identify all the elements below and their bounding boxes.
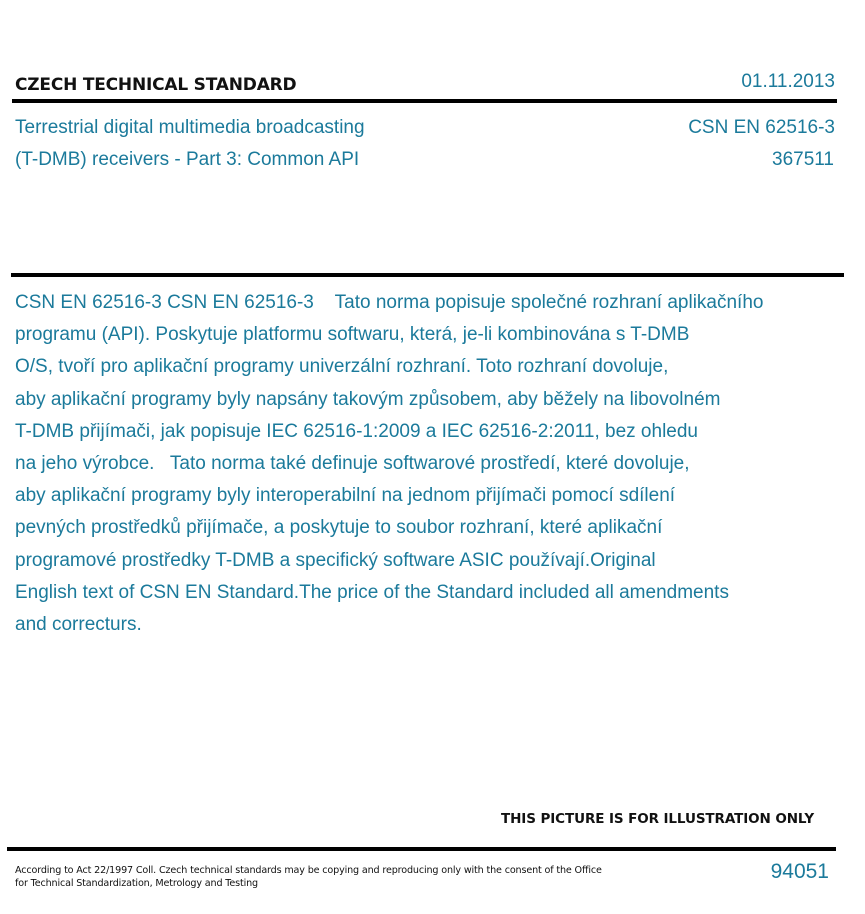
- description-line: English text of CSN EN Standard.The price of the Standard included all amendments: [15, 581, 729, 603]
- footer-number: 94051: [770, 860, 829, 883]
- legal-notice-line-2: for Technical Standardization, Metrology and Testing: [15, 878, 258, 889]
- description-line: O/S, tvoří pro aplikační programy univerzální rozhraní. Toto rozhraní dovoluje,: [15, 356, 669, 378]
- description-line: CSN EN 62516-3 CSN EN 62516-3 Tato norma popisuje společné rozhraní aplikačního: [15, 292, 764, 313]
- document-title-line-2: (T-DMB) receivers - Part 3: Common API: [15, 149, 360, 170]
- document-title-line-1: Terrestrial digital multimedia broadcasting: [15, 117, 365, 138]
- description-line: aby aplikační programy byly napsány takovým způsobem, aby běžely na libovolném: [15, 388, 721, 410]
- footer-divider: [7, 847, 836, 851]
- description-line: T-DMB přijímači, jak popisuje IEC 62516-1:2009 a IEC 62516-2:2011, bez ohledu: [15, 420, 698, 442]
- legal-notice-line-1: According to Act 22/1997 Coll. Czech technical standards may be copying and reproducing only with the consent of the Office: [15, 865, 602, 876]
- header-divider: [12, 99, 837, 103]
- standard-type-label: CZECH TECHNICAL STANDARD: [15, 75, 297, 95]
- standard-code: CSN EN 62516-3: [688, 117, 835, 138]
- description-text: [15, 287, 865, 641]
- publication-date: 01.11.2013: [741, 71, 835, 92]
- description-line: and correcturs.: [15, 614, 142, 636]
- description-line: pevných prostředků přijímače, a poskytuje to soubor rozhraní, které aplikační: [15, 517, 663, 539]
- illustration-notice: THIS PICTURE IS FOR ILLUSTRATION ONLY: [501, 811, 814, 827]
- legal-notice: [15, 864, 602, 890]
- description-line: na jeho výrobce. Tato norma také definuje softwarové prostředí, které dovoluje,: [15, 453, 690, 475]
- catalog-number: 367511: [772, 149, 834, 170]
- description-line: programu (API). Poskytuje platformu softwaru, která, je-li kombinována s T-DMB: [15, 324, 690, 346]
- description-line: programové prostředky T-DMB a specifický software ASIC používají.Original: [15, 549, 656, 571]
- description-line: aby aplikační programy byly interoperabilní na jednom přijímači pomocí sdílení: [15, 485, 676, 507]
- title-divider: [11, 273, 844, 277]
